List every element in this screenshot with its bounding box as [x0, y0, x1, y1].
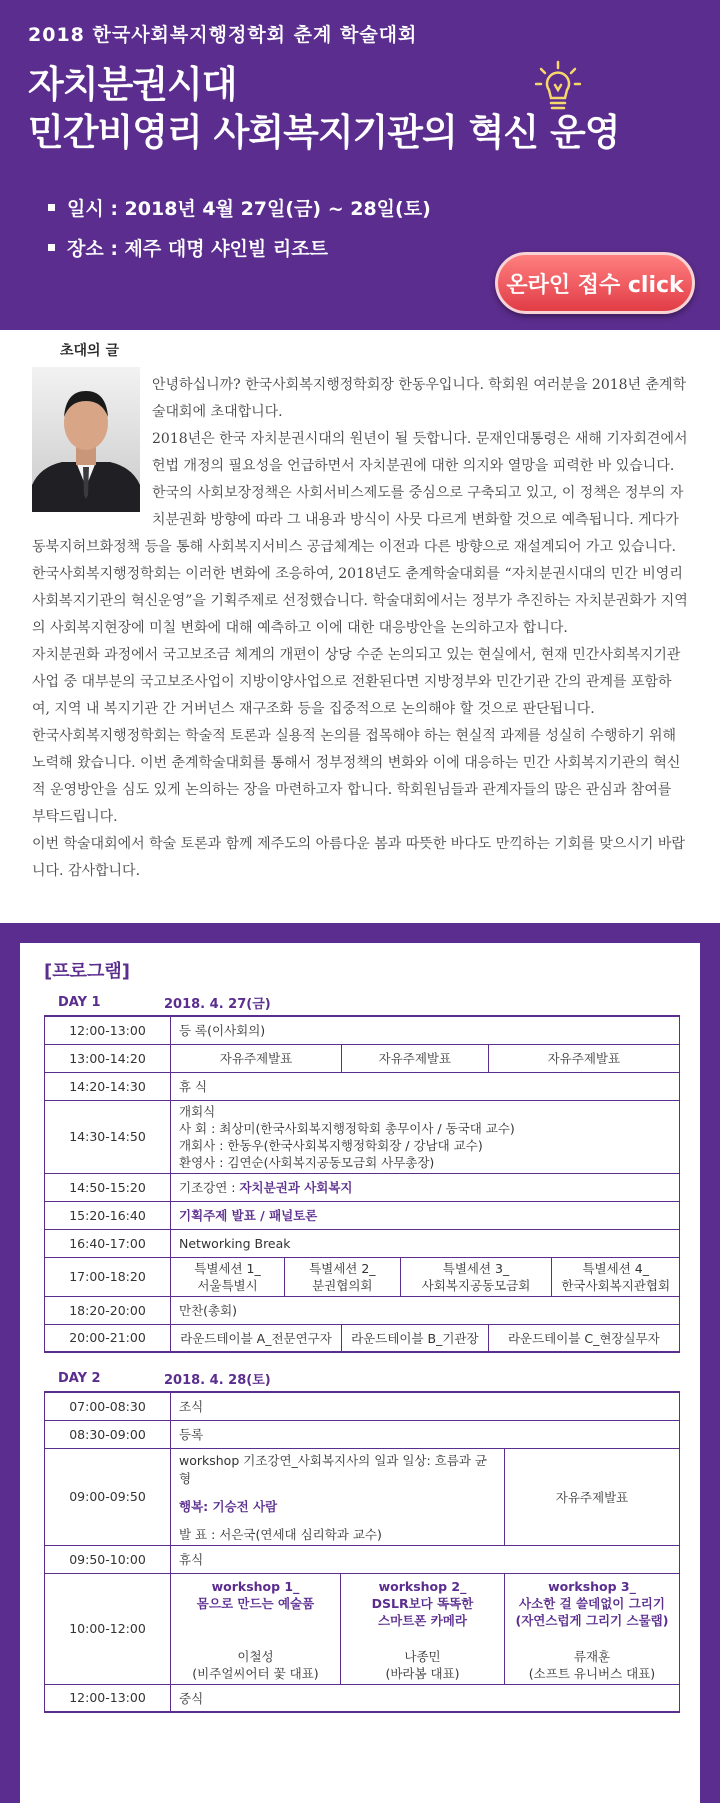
time-cell: 10:00-12:00: [45, 1573, 171, 1684]
keynote-title: 행복: 기승전 사람: [179, 1498, 278, 1514]
workshop-line: workshop 2_: [378, 1578, 467, 1594]
workshop-line: (자연스럽게 그리기 스물랩): [515, 1612, 669, 1628]
table-row: [45, 1201, 680, 1229]
workshop-line: workshop 3_: [548, 1578, 636, 1594]
workshop-keynote-cell: [171, 1448, 505, 1545]
event-date-text: 일시 : 2018년 4월 27일(금) ~ 28일(토): [67, 197, 431, 220]
president-portrait: [32, 367, 140, 512]
session-cell: 자유주제발표: [505, 1448, 680, 1545]
session-cell: 등록: [171, 1420, 680, 1448]
workshop-cell: [341, 1573, 505, 1684]
session-line: 특별세션 4_: [582, 1260, 649, 1276]
table-row: [45, 1173, 680, 1201]
special-session-cell: [171, 1257, 285, 1296]
session-line: 개회사 : 한동우(한국사회복지행정학회장 / 강남대 교수): [179, 1137, 483, 1153]
time-cell: 09:00-09:50: [45, 1448, 171, 1545]
table-row: [45, 1392, 680, 1420]
workshop-cell: [171, 1573, 341, 1684]
table-row: [45, 1545, 680, 1573]
online-registration-button[interactable]: 온라인 접수 click: [495, 252, 695, 314]
session-cell: 라운드테이블 C_현장실무자: [488, 1324, 679, 1352]
presenter-name: 이철성: [237, 1648, 274, 1664]
session-cell: 휴식: [171, 1545, 680, 1573]
session-cell: 라운드테이블 B_기관장: [342, 1324, 489, 1352]
session-line: 서울특별시: [197, 1277, 258, 1293]
table-row: [45, 1324, 680, 1352]
session-line: 사회복지공동모금회: [421, 1277, 531, 1293]
letter-paragraph: 자치분권화 과정에서 국고보조금 체계의 개편이 상당 수준 논의되고 있는 현실에서, 현재 민간사회복지기관 사업 중 대부분의 국고보조사업이 지방이양사업으로 전환된다면 지방정부와 민간기관 간의 관계를 포함하여, 지역 내 복지기관 간 거버넌스 재구조화 등을 집중적으로 논의해야 할 것으로 판단됩니다.: [32, 647, 681, 717]
session-line: workshop 기조강연_사회복지사의 일과 일상: 흐름과 균형: [179, 1452, 487, 1486]
table-row: [45, 1296, 680, 1324]
bullet-icon: [48, 244, 55, 251]
table-row: [45, 1016, 680, 1044]
table-row: [45, 1684, 680, 1712]
session-cell: 자유주제발표: [171, 1044, 342, 1072]
session-line: 분권협의회: [312, 1277, 373, 1293]
time-cell: 18:20-20:00: [45, 1296, 171, 1324]
workshop-line: workshop 1_: [211, 1578, 300, 1594]
session-line: 사 회 : 최상미(한국사회복지행정학회 총무이사 / 동국대 교수): [179, 1120, 515, 1136]
day2-schedule-table: [44, 1391, 680, 1713]
session-cell: 등 록(이사회의): [171, 1016, 680, 1044]
event-name: 2018 한국사회복지행정학회 춘계 학술대회: [28, 24, 418, 46]
session-line: 특별세션 2_: [309, 1260, 376, 1276]
program-title: [프로그램]: [44, 961, 131, 982]
invitation-heading: 초대의 글: [60, 343, 119, 359]
event-title: [28, 61, 692, 157]
session-line: 발 표 : 서은국(연세대 심리학과 교수): [179, 1526, 382, 1542]
session-cell: 자유주제발표: [342, 1044, 489, 1072]
time-cell: 20:00-21:00: [45, 1324, 171, 1352]
workshop-line: DSLR보다 똑똑한: [371, 1595, 474, 1611]
day2-date: 2018. 4. 28(토): [164, 1372, 271, 1388]
title-line-2: 민간비영리 사회복지기관의 혁신 운영: [28, 111, 620, 154]
time-cell: 07:00-08:30: [45, 1392, 171, 1420]
time-cell: 09:50-10:00: [45, 1545, 171, 1573]
time-cell: 15:20-16:40: [45, 1201, 171, 1229]
session-cell: 기획주제 발표 / 패널토론: [171, 1201, 680, 1229]
session-line: 특별세션 3_: [442, 1260, 510, 1276]
time-cell: 14:30-14:50: [45, 1100, 171, 1173]
special-session-cell: [400, 1257, 552, 1296]
opening-ceremony-cell: [171, 1100, 680, 1173]
table-row: [45, 1257, 680, 1296]
table-row: [45, 1573, 680, 1684]
time-cell: 08:30-09:00: [45, 1420, 171, 1448]
session-cell: 휴 식: [171, 1072, 680, 1100]
special-session-cell: [552, 1257, 680, 1296]
time-cell: 17:00-18:20: [45, 1257, 171, 1296]
session-line: 개회식: [179, 1103, 216, 1119]
day1-header: [44, 989, 680, 1015]
session-line: 특별세션 1_: [194, 1260, 261, 1276]
session-cell: 라운드테이블 A_전문연구자: [171, 1324, 342, 1352]
time-cell: 13:00-14:20: [45, 1044, 171, 1072]
invitation-section: [0, 330, 720, 923]
special-session-cell: [285, 1257, 401, 1296]
table-row: [45, 1229, 680, 1257]
session-cell: 만찬(총회): [171, 1296, 680, 1324]
session-cell: Networking Break: [171, 1229, 680, 1257]
keynote-cell: [171, 1173, 680, 1201]
table-row: [45, 1044, 680, 1072]
letter-paragraph: 안녕하십니까? 한국사회복지행정학회장 한동우입니다. 학회원 여러분을 2018년 춘계학술대회에 초대합니다.: [152, 377, 687, 420]
portrait-image: [32, 367, 140, 512]
session-line: 한국사회복지관협회: [561, 1277, 671, 1293]
keynote-prefix: 기조강연 :: [179, 1180, 240, 1195]
time-cell: 12:00-13:00: [45, 1016, 171, 1044]
time-cell: 16:40-17:00: [45, 1229, 171, 1257]
workshop-line: 몸으로 만드는 예술품: [196, 1595, 315, 1611]
table-row: [45, 1072, 680, 1100]
program-section: [0, 923, 720, 1803]
presenter-name: 류재훈: [573, 1648, 611, 1664]
day1-label: DAY 1: [58, 994, 101, 1010]
workshop-cell: [505, 1573, 680, 1684]
presenter-affiliation: (바라봄 대표): [385, 1665, 460, 1681]
day2-header: [44, 1365, 680, 1391]
table-row: [45, 1100, 680, 1173]
keynote-title: 자치분권과 사회복지: [239, 1180, 353, 1195]
time-cell: 14:50-15:20: [45, 1173, 171, 1201]
title-line-1: 자치분권시대: [28, 63, 237, 106]
session-cell: 중식: [171, 1684, 680, 1712]
letter-paragraph: 한국사회복지행정학회는 이러한 변화에 조응하여, 2018년도 춘계학술대회를 “자치분권시대의 민간 비영리 사회복지기관의 혁신운영”을 기획주제로 선정했습니다. 학술대회에서는 정부가 추진하는 자치분권화가 지역의 사회복지현장에 미칠 변화에 대해 예측하고 이에 대한 대응방안을 논의하고자 합니다.: [32, 566, 688, 636]
time-cell: 12:00-13:00: [45, 1684, 171, 1712]
workshop-line: 스마트폰 카메라: [378, 1612, 467, 1628]
session-line: 환영사 : 김연순(사회복지공동모금회 사무총장): [179, 1154, 435, 1170]
workshop-line: 사소한 걸 쓸데없이 그리기: [519, 1595, 665, 1611]
table-row: [45, 1420, 680, 1448]
letter-paragraph: 이번 학술대회에서 학술 토론과 함께 제주도의 아름다운 봄과 따뜻한 바다도 만끽하는 기회를 맞으시기 바랍니다. 감사합니다.: [32, 836, 685, 879]
presenter-name: 나종민: [404, 1648, 441, 1664]
letter-paragraph: 한국사회복지행정학회는 학술적 토론과 실용적 논의를 접목해야 하는 현실적 과제를 성실히 수행하기 위해 노력해 왔습니다. 이번 춘계학술대회를 통해서 정부정책의 변화와 이에 대응하는 민간 사회복지기관의 혁신적 운영방안을 심도 있게 논의하는 장을 마련하고자 합니다. 학회원님들과 관계자들의 많은 관심과 참여를 부탁드립니다.: [32, 728, 681, 825]
event-place-text: 장소 : 제주 대명 샤인빌 리조트: [67, 237, 328, 260]
presenter-affiliation: (소프트 유니버스 대표): [528, 1665, 656, 1681]
lightbulb-icon: [535, 60, 581, 120]
event-date: [28, 187, 692, 227]
event-banner: [0, 0, 720, 330]
program-panel: [20, 943, 700, 1803]
session-cell: 자유주제발표: [488, 1044, 679, 1072]
day2-label: DAY 2: [58, 1370, 101, 1386]
presenter-affiliation: (비주얼씨어터 꽃 대표): [192, 1665, 319, 1681]
day1-date: 2018. 4. 27(금): [164, 996, 271, 1012]
letter-paragraph: 2018년은 한국 자치분권시대의 원년이 될 듯합니다. 문재인대통령은 새해 기자회견에서 헌법 개정의 필요성을 언급하면서 자치분권에 대한 의지와 열망을 피력한 바 있습니다. 한국의 사회보장정책은 사회서비스제도를 중심으로 구축되고 있고, 이 정책은 정부의 자치분권화 방향에 따라 그 내용과 방식이 사뭇 다르게 변화할 것으로 예측됩니다. 게다가 동북지허브화정책 등을 통해 사회복지서비스 공급체계는 이전과 다른 방향으로 재설계되어 가고 있습니다.: [32, 431, 688, 555]
time-cell: 14:20-14:30: [45, 1072, 171, 1100]
bullet-icon: [48, 204, 55, 211]
table-row: [45, 1448, 680, 1545]
session-cell: 조식: [171, 1392, 680, 1420]
day1-schedule-table: [44, 1015, 680, 1353]
